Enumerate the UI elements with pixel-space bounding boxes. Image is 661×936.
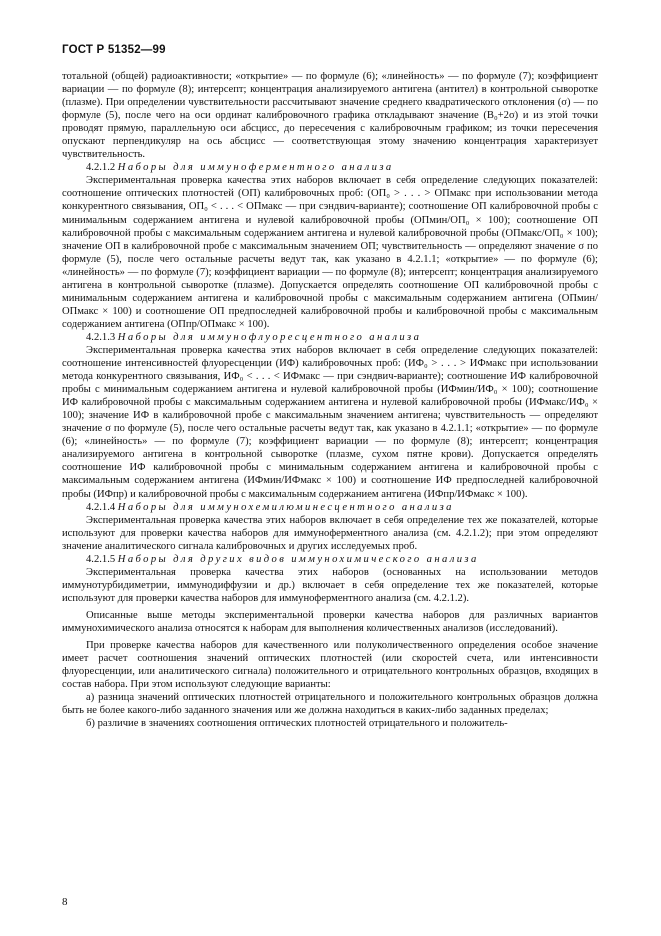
- section-heading-4-2-1-3: [62, 331, 598, 344]
- page-number: 8: [62, 896, 68, 908]
- paragraph-p1: тотальной (общей) радиоактивности; «открытие» — по формуле (6); «линейность» — по формуле (7); коэффициент вариации — по формуле (8); интерсепт; концентрация анализируемого антигена (антител) в контрольной сыворотке (плазме). При определении чувствительности рассчитывают значение среднего квадратического отклонения (σ) — по формуле (5), после чего на оси ординат калибровочного графика откладывают значение (B₀+2σ) и из этой точки проводят прямую, параллельную оси абсцисс, до пересечения с калибровочным графиком; из точки пересечения опускают перпендикуляр на ось абсцисс — соответствующая этому значению концентрация характеризует чувствительность.: [62, 71, 598, 161]
- section-number: 4.2.1.3: [86, 331, 116, 343]
- section-heading-4-2-1-4: [62, 501, 598, 514]
- section-title: Наборы для других видов иммунохимического анализа: [117, 553, 479, 565]
- list-item-b: б) различие в значениях соотношения оптических плотностей отрицательного и положитель-: [86, 718, 508, 730]
- section-number: 4.2.1.2: [86, 162, 116, 174]
- section-title: Наборы для иммунохемилюминесцентного анализа: [117, 501, 454, 513]
- paragraph-p7: При проверке качества наборов для качественного или полуколичественного определения особое значение имеет расчет соотношения значений оптических плотностей (или скоростей счета, или интенсивности флуоресценции, или аналитического сигнала) положительного и отрицательного контрольных образцов, входящих в состав набора. При этом используют следующие варианты:: [62, 640, 598, 691]
- paragraph-p4: Экспериментальная проверка качества этих наборов включает в себя определение тех же показателей, которые используют для проверки качества наборов для иммуноферментного анализа (см. 4.2.1.2); при этом определяют значение аналитического сигнала калибровочных и других исследуемых проб.: [62, 514, 598, 552]
- standard-header: ГОСТ Р 51352—99: [62, 44, 166, 56]
- section-number: 4.2.1.4: [86, 501, 116, 513]
- section-heading-4-2-1-5: [62, 553, 598, 566]
- section-title: Наборы для иммуноферментного анализа: [117, 162, 394, 174]
- document-body: [62, 70, 598, 730]
- list-item-a: а) разница значений оптических плотностей отрицательного и положительного контрольных образцов должна быть не более какого-либо заданного значения или же должна находиться в каких-либо заданных пределах;: [62, 692, 598, 717]
- paragraph-p3: Экспериментальная проверка качества этих наборов включает в себя определение следующих показателей: соотношение интенсивностей флуоресценции (ИФ) калибровочных проб: (ИФ₀ > . . . > ИФмакс при использовании метода конкурентного связывания, ИФ₀ < . . . < ИФмакс — при сэндвич-варианте); соотношение ИФ калибровочной пробы с минимальным содержанием антигена и нулевой калибровочной пробы (ИФмин/ИФ₀ × 100); соотношение ИФ калибровочной пробы с максимальным содержанием антигена и нулевой калибровочной пробы (ИФмакс/ИФ₀ × 100); значение ИФ в калибровочной пробе с максимальным значением антигена; чувствительность — определяют значение σ по формуле (5), после чего остальные расчеты ведут так, как указано в 4.2.1.1; «открытие» — по формуле (6); «линейность» — по формуле (7); коэффициент вариации — по формуле (8); интерсепт; концентрация анализируемого антигена в контрольной сыворотке (плазме, сухом пятне крови). Допускается определять соотношение ИФ калибровочной пробы с минимальным содержанием антигена и калибровочной пробы с максимальным содержанием антигена (ИФмин/ИФмакс × 100) и соотношение ИФ предпоследней калибровочной пробы (ИФпр) и калибровочной пробы с максимальным содержанием антигена (ИФпр/ИФмакс × 100).: [62, 344, 598, 500]
- paragraph-p6: Описанные выше методы экспериментальной проверки качества наборов для различных вариантов иммунохимического анализа относятся к наборам для выполнения количественных анализов (исследований).: [62, 609, 598, 634]
- section-title: Наборы для иммунофлуоресцентного анализа: [117, 331, 422, 343]
- section-number: 4.2.1.5: [86, 553, 116, 565]
- paragraph-p5: Экспериментальная проверка качества этих наборов (основанных на использовании методов иммунотурбидиметрии, иммунодиффузии и др.) включает в себя определение тех же показателей, которые используют для проверки качества наборов для иммуноферментного анализа (см. 4.2.1.2).: [62, 566, 598, 604]
- section-heading-4-2-1-2: [62, 161, 598, 174]
- paragraph-p2: Экспериментальная проверка качества этих наборов включает в себя определение следующих показателей: соотношение оптических плотностей (ОП) калибровочных проб: (ОП₀ > . . . > ОПмакс при использовании метода конкурентного связывания, ОП₀ < . . . < ОПмакс — при сэндвич-варианте); соотношение ОП калибровочной пробы с минимальным содержанием антигена и нулевой калибровочной пробы (ОПмин/ОП₀ × 100); соотношение ОП калибровочной пробы с максимальным содержанием антигена и нулевой калибровочной пробы (ОПмакс/ОП₀ × 100); значение ОП в калибровочной пробе с максимальным значением ОП; чувствительность — определяют значение σ по формуле (5), после чего остальные расчеты ведут так, как указано в 4.2.1.1; «открытие» — по формуле (6); «линейность» — по формуле (7); коэффициент вариации — по формуле (8); интерсепт; концентрация анализируемого антигена в контрольной сыворотке (плазме). Допускается определять соотношение ОП калибровочной пробы с минимальным содержанием антигена и калибровочной пробы с максимальным содержанием антигена (ОПмин/ОПмакс × 100) и соотношение ОП предпоследней калибровочной пробы и калибровочной пробы с максимальным содержанием антигена (ОПпр/ОПмакс × 100).: [62, 175, 598, 330]
